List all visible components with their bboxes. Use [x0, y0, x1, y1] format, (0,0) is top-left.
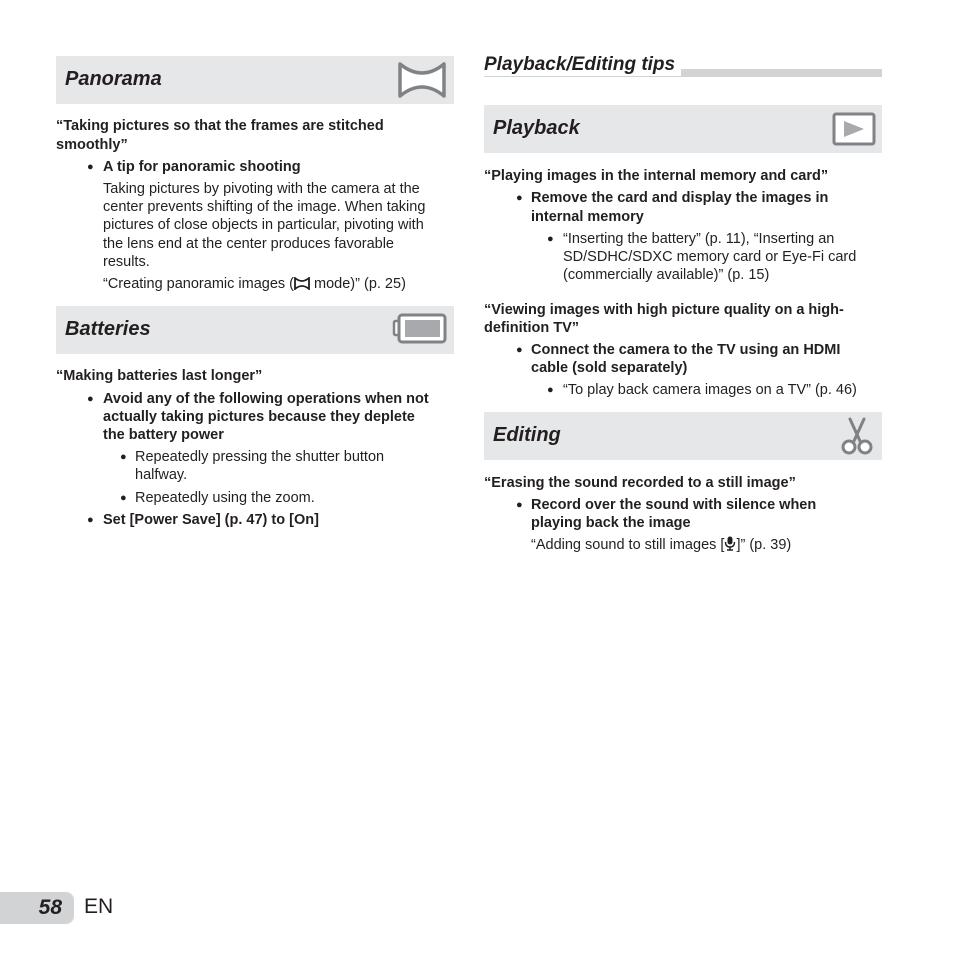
- panorama-body-line: the lens end at the center produces favorable: [103, 236, 394, 252]
- playback-subhead-2: “Viewing images with high picture quality on a high-: [484, 302, 844, 318]
- page-title: Playback/Editing tips: [484, 54, 681, 76]
- playback-bullet-1: Remove the card and display the images in: [531, 190, 829, 206]
- panorama-body-line: pictures of close objects in particular, pivoting with: [103, 217, 424, 233]
- page-number-box: [0, 892, 74, 924]
- batteries-avoid-line: actually taking pictures because they deplete: [103, 409, 415, 425]
- bullet-icon: ●: [516, 192, 523, 204]
- bullet-icon: ●: [547, 384, 554, 396]
- page-number: 58: [38, 896, 62, 919]
- panorama-reference: [103, 275, 406, 296]
- playback-title: Playback: [493, 117, 580, 139]
- playback-subhead-2: definition TV”: [484, 320, 580, 336]
- playback-bullet-1: internal memory: [531, 209, 644, 225]
- batteries-subhead: “Making batteries last longer”: [56, 368, 263, 384]
- bullet-icon: ●: [87, 393, 94, 405]
- page-title-block: [484, 54, 882, 80]
- play-icon: [832, 112, 876, 151]
- panorama-ref-after: mode)” (p. 25): [310, 276, 406, 292]
- language-label: EN: [84, 895, 114, 918]
- playback-sub-2: “To play back camera images on a TV” (p. 46): [563, 382, 857, 398]
- batteries-sub-item: Repeatedly pressing the shutter button: [135, 449, 385, 465]
- editing-subhead: “Erasing the sound recorded to a still image”: [484, 475, 796, 491]
- batteries-power-save: Set [Power Save] (p. 47) to [On]: [103, 512, 319, 528]
- bullet-icon: ●: [87, 514, 94, 526]
- editing-title: Editing: [493, 424, 561, 446]
- editing-ref-before: “Adding sound to still images [: [531, 537, 725, 553]
- bullet-icon: ●: [120, 492, 127, 504]
- panorama-subhead-line1: “Taking pictures so that the frames are stitched: [56, 118, 384, 134]
- editing-bullet: playing back the image: [531, 515, 691, 531]
- batteries-sub-item: Repeatedly using the zoom.: [135, 490, 315, 506]
- battery-icon: [392, 312, 448, 351]
- playback-header: [484, 105, 882, 153]
- editing-reference: [531, 536, 791, 557]
- batteries-title: Batteries: [65, 318, 151, 340]
- batteries-header: [56, 306, 454, 354]
- editing-bullet: Record over the sound with silence when: [531, 497, 817, 513]
- panorama-header: [56, 56, 454, 104]
- panorama-mode-icon: [294, 277, 310, 296]
- panorama-title: Panorama: [65, 68, 162, 90]
- bullet-icon: ●: [516, 344, 523, 356]
- batteries-avoid-line: the battery power: [103, 427, 224, 443]
- bullet-icon: ●: [516, 499, 523, 511]
- playback-bullet-2: cable (sold separately): [531, 360, 688, 376]
- panorama-subhead-line2: smoothly”: [56, 137, 128, 153]
- bullet-icon: ●: [547, 233, 554, 245]
- playback-sub-1: “Inserting the battery” (p. 11), “Inserting an: [563, 231, 835, 247]
- panorama-icon: [396, 60, 448, 105]
- bullet-icon: ●: [87, 161, 94, 173]
- scissors-icon: [838, 417, 876, 462]
- editing-header: [484, 412, 882, 460]
- panorama-ref-before: “Creating panoramic images (: [103, 276, 294, 292]
- playback-sub-1: SD/SDHC/SDXC memory card or Eye-Fi card: [563, 249, 857, 265]
- batteries-avoid-line: Avoid any of the following operations when not: [103, 391, 429, 407]
- panorama-body-line: Taking pictures by pivoting with the camera at the: [103, 181, 420, 197]
- panorama-body-line: center prevents shifting of the image. When taking: [103, 199, 426, 215]
- panorama-body-line: results.: [103, 254, 150, 270]
- editing-ref-after: ]” (p. 39): [736, 537, 792, 553]
- batteries-sub-item: halfway.: [135, 467, 188, 483]
- microphone-icon: [724, 536, 736, 557]
- playback-sub-1: (commercially available)” (p. 15): [563, 267, 770, 283]
- bullet-icon: ●: [120, 451, 127, 463]
- playback-bullet-2: Connect the camera to the TV using an HDMI: [531, 342, 841, 358]
- playback-subhead-1: “Playing images in the internal memory and card”: [484, 168, 829, 184]
- panorama-tip-label: A tip for panoramic shooting: [103, 159, 301, 175]
